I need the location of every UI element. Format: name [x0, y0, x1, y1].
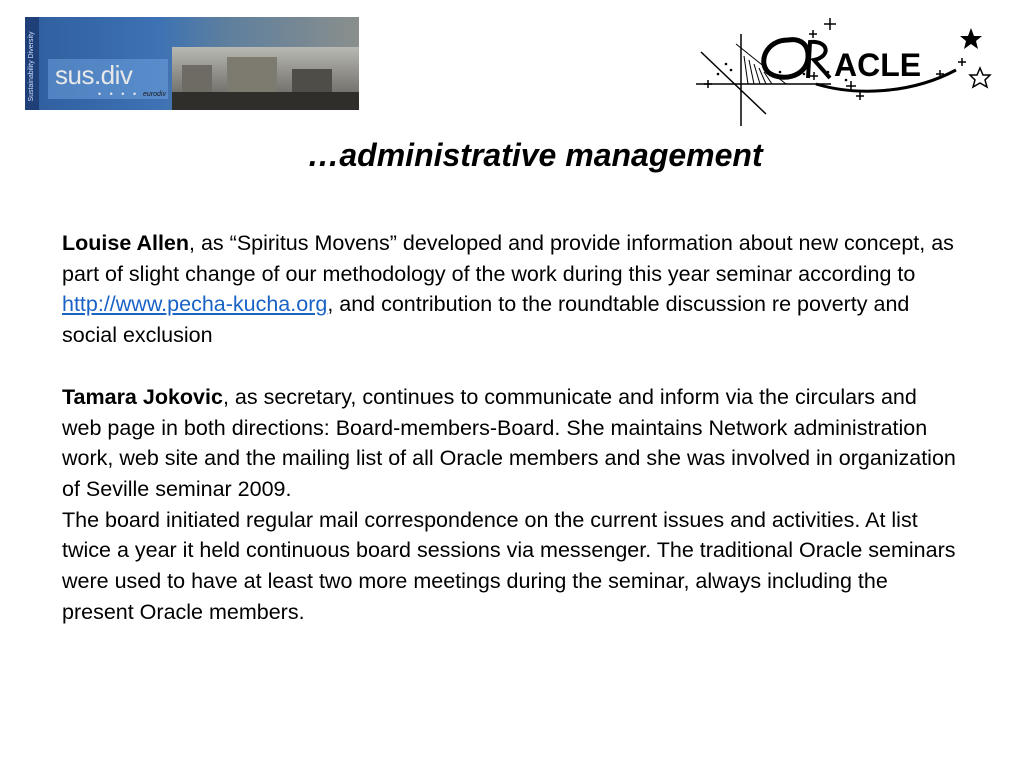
- oracle-logo-text: ACLE: [834, 47, 922, 83]
- body-text: [62, 228, 962, 627]
- paragraph-board: The board initiated regular mail correspondence on the current issues and activities. At list twice a year it held continuous board sessions via messenger. The traditional Oracle seminars were used to have at least two more meetings during the seminar, always including the present Oracle members.: [62, 507, 956, 624]
- banner-tagline: eurodiv: [143, 91, 166, 98]
- paragraph-text: , as secretary, continues to communicate and inform via the circulars and web page in both directions: Board-members-Board. She maintains Network administration work, web site and the mailing list of all Oracle members and she was involved in organization of Seville seminar 2009.: [62, 384, 956, 501]
- oracle-logo: [696, 14, 996, 129]
- person-name-louise-allen: Louise Allen: [62, 231, 190, 255]
- banner-photo: [172, 47, 359, 110]
- banner-vertical-text: Sustainability Diversity: [28, 31, 35, 102]
- paragraph-text: , and contribution to the roundtable discussion re poverty and social exclusion: [62, 292, 910, 348]
- susdiv-banner-logo: [25, 17, 359, 110]
- paragraph-tamara-jokovic: [62, 382, 962, 505]
- banner-logo-text: sus.div: [55, 60, 133, 90]
- paragraph-louise-allen: [62, 228, 962, 351]
- banner-dots: • • • •: [98, 89, 140, 99]
- pecha-kucha-link[interactable]: http://www.pecha-kucha.org: [62, 292, 328, 317]
- page-title: …administrative management: [307, 137, 763, 173]
- paragraph-text: , as “Spiritus Movens” developed and provide information about new concept, as part of slight change of our methodology of the work during this year seminar according to: [62, 231, 954, 286]
- person-name-tamara-jokovic: Tamara Jokovic: [62, 384, 223, 409]
